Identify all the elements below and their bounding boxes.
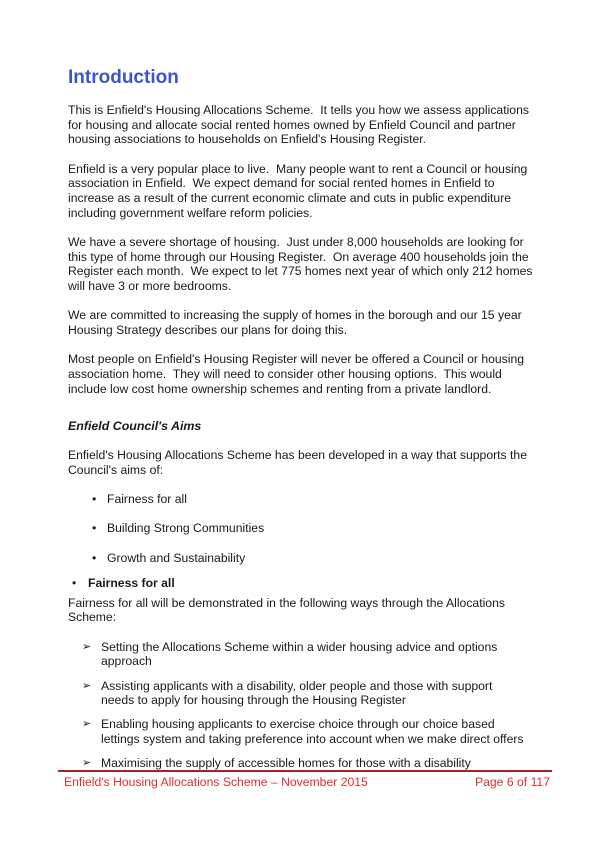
list-item-text: Setting the Allocations Scheme within a wider housing advice and options approach (101, 639, 501, 669)
fairness-arrow-list (68, 640, 534, 771)
bullet-icon: • (92, 521, 97, 536)
aims-lead-paragraph: Enfield's Housing Allocations Scheme has been developed in a way that supports the Council's aims of: (68, 447, 531, 477)
list-item (82, 756, 534, 771)
list-item (92, 492, 534, 507)
paragraph: We are committed to increasing the supply of homes in the borough and our 15 year Housing Strategy describes our plans for doing this. (68, 308, 526, 337)
page-title: Introduction (68, 67, 179, 88)
list-item-text: Assisting applicants with a disability, older people and those with support needs to apply for housing through the Housing Register (101, 678, 496, 708)
page-footer (58, 770, 552, 790)
paragraph: Most people on Enfield's Housing Register will never be offered a Council or housing association home. They will need to consider other housing options. This would include low cost home ownership schemes and renting from a private landlord. (68, 352, 528, 396)
list-item (82, 640, 534, 669)
bullet-icon: • (92, 491, 97, 506)
fairness-lead-paragraph: Fairness for all will be demonstrated in the following ways through the Allocations Scheme: (68, 595, 509, 625)
list-item-text: Fairness for all (107, 491, 187, 506)
list-item-text: Building Strong Communities (107, 521, 265, 536)
list-item (82, 717, 534, 746)
list-item (92, 521, 534, 536)
paragraph: Enfield is a very popular place to live. Many people want to rent a Council or housing association in Enfield. We expect demand for social rented homes in Enfield to increase as a result of the current economic climate and cuts in public expenditure including government welfare reform policies. (68, 161, 531, 220)
fairness-heading-text: Fairness for all (88, 575, 175, 590)
arrow-bullet-icon: ➢ (82, 640, 92, 653)
aims-section-heading: Enfield Council's Aims (68, 418, 202, 433)
arrow-bullet-icon: ➢ (82, 679, 92, 692)
footer-page-number: Page 6 of 117 (475, 775, 550, 789)
list-item-text: Growth and Sustainability (107, 550, 246, 565)
aims-bullet-list (68, 492, 534, 566)
list-item (82, 679, 534, 708)
list-item (92, 551, 534, 566)
fairness-section-heading (72, 576, 534, 591)
document-content (68, 66, 534, 781)
footer-document-title: Enfield's Housing Allocations Scheme – November 2015 (64, 775, 368, 789)
bullet-icon: • (72, 575, 77, 590)
list-item-text: Enabling housing applicants to exercise choice through our choice based lettings system and taking preference into account when we make direct offers (101, 717, 524, 747)
arrow-bullet-icon: ➢ (82, 718, 92, 731)
paragraph: This is Enfield's Housing Allocations Scheme. It tells you how we assess applications for housing and allocate social rented homes owned by Enfield Council and partner housing associations to households on Enfield's Housing Register. (68, 103, 533, 147)
list-item-text: Maximising the supply of accessible homes for those with a disability (101, 756, 471, 771)
paragraph: We have a severe shortage of housing. Just under 8,000 households are looking for this type of home through our Housing Register. On average 400 households join the Register each month. We expect to let 775 homes next year of which only 212 homes will have 3 or more bedrooms. (68, 234, 536, 294)
bullet-icon: • (92, 550, 97, 565)
arrow-bullet-icon: ➢ (82, 757, 92, 770)
